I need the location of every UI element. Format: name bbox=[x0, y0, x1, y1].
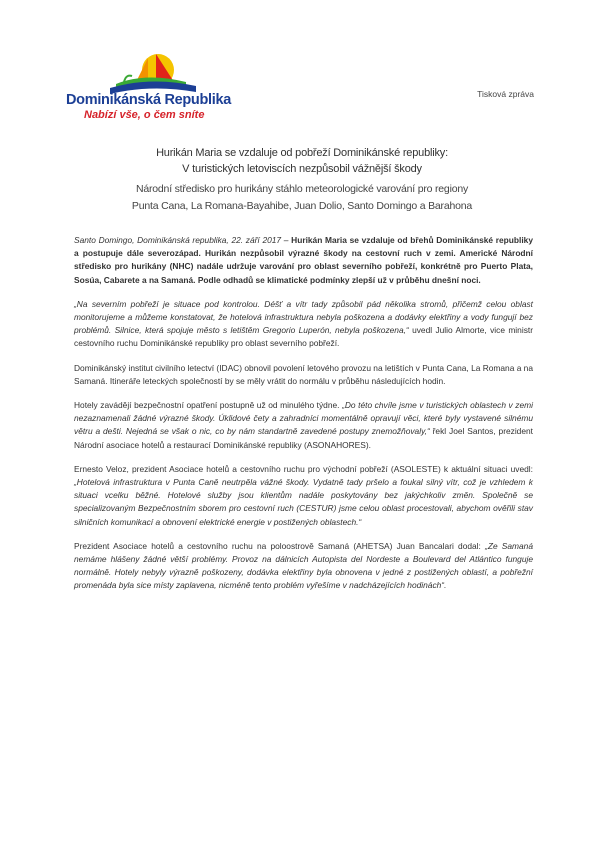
paragraph-lead bbox=[74, 234, 533, 287]
logo-slogan: Nabízí vše, o čem sníte bbox=[84, 109, 205, 121]
lead-summary: Hurikán Maria se vzdaluje od břehů Dominikánské republiky a postupuje dále severozápad. Hurikán nezpůsobil výrazné škody na cestovní ruch v zemi. Americké Národní středisko pro hurikány (NHC) nadále udržuje varování pro oblast severního pobřeží, konkrétně pro Puerto Plata, Sosúa, Cabarete a na Samaná. Podle odhadů se klimatické podmínky zlepší už v průběhu dnešní noci. bbox=[74, 235, 533, 285]
quote-bancalari: „Ze Samaná nemáme hlášeny žádné větší problémy. Provoz na dálnicích Autopista del Nordeste a Boulevard del Atlántico funguje normálně. Hotely nebyly výrazně poškozeny, dodávka elektřiny byla obnovena v jedné z postižených oblastí, a pobřežní promenáda byla sice místy zaplavena, nicméně tento problém vyřešíme v nadcházejících hodinách“. bbox=[74, 540, 533, 591]
logo bbox=[66, 52, 232, 122]
subheadline-line-2: Punta Cana, La Romana-Bayahibe, Juan Dolio, Santo Domingo a Barahona bbox=[131, 200, 473, 212]
attribution-santos: řekl Joel Santos, prezident Národní asociace hotelů a restaurací Dominikánské republiky (ASONAHORES). bbox=[74, 426, 533, 450]
document-type-label: Tisková zpráva bbox=[477, 89, 534, 99]
headline-line-1: Hurikán Maria se vzdaluje od pobřeží Dominikánské republiky: bbox=[156, 147, 448, 159]
logo-graphic-icon bbox=[96, 52, 206, 94]
headline-line-2: V turistických letoviscích nezpůsobil vážnější škody bbox=[182, 163, 422, 175]
subheadline-line-1: Národní středisko pro hurikány stáhlo meteorologické varování pro regiony bbox=[135, 183, 469, 195]
quote-veloz: „Hotelová infrastruktura v Punta Caně neutrpěla vážné škody. Vydatně tady pršelo a foukal silný vítr, což je vzhledem k situaci vcelku běžné. Hotelové služby jsou klientům nadále poskytovány bez jakýchkoliv změn. Společně se specializovaným Bezpečnostním sborem pro cestovní ruch (CESTUR) jsme celou oblast procestovali, abychom ověřili stav silničních komunikací a obnovení elektrické energie v postižených oblastech.“ bbox=[74, 477, 533, 527]
paragraph-6-intro: Prezident Asociace hotelů a cestovního ruchu na poloostrově Samaná (AHETSA) Juan Bancalari dodal: bbox=[74, 540, 486, 551]
article-body bbox=[74, 234, 533, 604]
attribution-almorte: uvedl Julio Almorte, vice ministr cestovního ruchu Dominikánské republiky pro oblast severního pobřeží. bbox=[74, 325, 533, 349]
dateline: Santo Domingo, Dominikánská republika, 22. září 2017 – bbox=[74, 235, 289, 245]
quote-almorte: „Na severním pobřeží je situace pod kontrolou. Déšť a vítr tady způsobil pád několika stromů, přičemž celou oblast monitorujeme a můžeme konstatovat, že hotelová infrastruktura nebyla poškozena a dodávky elektřiny a vody fungují bez problémů. Silnice, která spojuje město s letištěm Gregorio Luperón, nebyla poškozena,“ bbox=[74, 298, 533, 336]
paragraph-4-intro: Hotely zavádějí bezpečnostní opatření postupně už od minulého týdne. bbox=[74, 400, 343, 411]
paragraph-5 bbox=[74, 463, 533, 529]
paragraph-5-intro: Ernesto Veloz, prezident Asociace hotelů a cestovního ruchu pro východní pobřeží (ASOLESTE) k aktuální situaci uvedl: bbox=[74, 463, 533, 474]
paragraph-4 bbox=[74, 399, 533, 452]
paragraph-6 bbox=[74, 540, 533, 593]
quote-santos: „Do této chvíle jsme v turistických oblastech v zemi nezaznamenali žádné výrazné škody. Úklidové čety a zahradníci momentálně opravují věci, které byly vystavené silnému větru a dešti. Nejedná se však o nic, co by nám standartně zavedené postupy znemožňovaly,“ bbox=[74, 400, 533, 437]
paragraph-2 bbox=[74, 298, 533, 351]
paragraph-3: Dominikánský institut civilního letectví (IDAC) obnovil povolení letového provozu na letištích v Punta Cana, La Romana a na Samaná. Itineráře leteckých společností by se měly vrátit do normálu v průběhu následujících hodin. bbox=[74, 362, 534, 386]
logo-brand-text: Dominikánská Republika bbox=[66, 92, 232, 108]
